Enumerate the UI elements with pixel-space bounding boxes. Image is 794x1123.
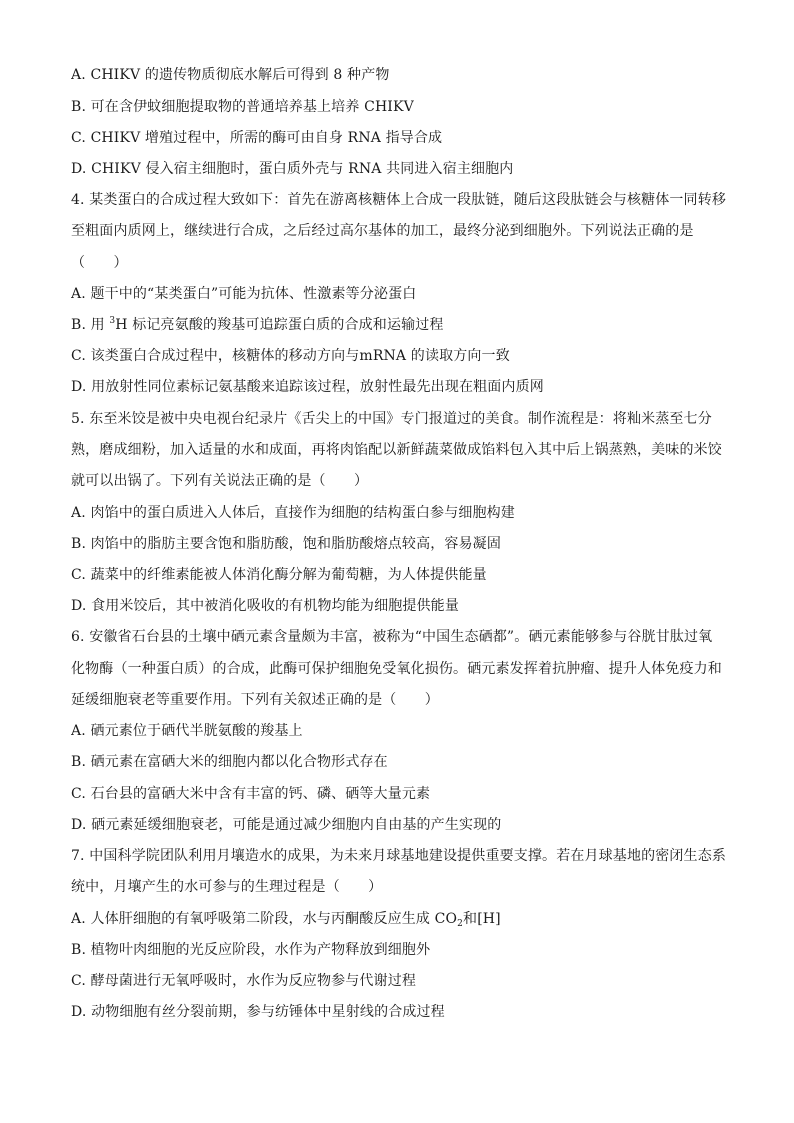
q3-option-c: C. CHIKV 增殖过程中，所需的酶可由自身 RNA 指导合成 [71, 130, 443, 146]
q4-option-b-prefix: B. 用 [71, 317, 110, 333]
q3-option-a: A. CHIKV 的遗传物质彻底水解后可得到 8 种产物 [71, 67, 390, 83]
q6-stem-line-1: 6. 安徽省石台县的土壤中硒元素含量颇为丰富，被称为“中国生态硒都”。硒元素能够参与谷胱甘肽过氧 [71, 629, 713, 645]
q3-option-d: D. CHIKV 侵入宿主细胞时，蛋白质外壳与 RNA 共同进入宿主细胞内 [71, 161, 514, 177]
q7-option-a-prefix: A. 人体肝细胞的有氧呼吸第二阶段，水与丙酮酸反应生成 CO [71, 911, 458, 927]
q7-option-a [71, 909, 731, 929]
q5-stem-line-1: 5. 东至米饺是被中央电视台纪录片《舌尖上的中国》专门报道过的美食。制作流程是：将籼米蒸至七分 [71, 411, 712, 427]
q6-stem-line-2: 化物酶（一种蛋白质）的合成，此酶可保护细胞免受氧化损伤。硒元素发挥着抗肿瘤、提升人体免疫力和 [71, 661, 722, 677]
q4-option-b [71, 315, 731, 335]
q7-option-a-subscript: 2 [457, 919, 464, 929]
q6-option-b: B. 硒元素在富硒大米的细胞内都以化合物形式存在 [71, 754, 388, 770]
q5-option-c: C. 蔬菜中的纤维素能被人体消化酶分解为葡萄糖，为人体提供能量 [71, 567, 487, 583]
q4-stem-line-2: 至粗面内质网上，继续进行合成，之后经过高尔基体的加工，最终分泌到细胞外。下列说法正确的是 [71, 223, 694, 239]
q6-option-d: D. 硒元素延缓细胞衰老，可能是通过减少细胞内自由基的产生实现的 [71, 817, 502, 833]
q6-option-c: C. 石台县的富硒大米中含有丰富的钙、磷、硒等大量元素 [71, 786, 431, 802]
q6-stem-line-3: 延缓细胞衰老等重要作用。下列有关叙述正确的是（ ） [71, 692, 439, 708]
q4-stem-line-1: 4. 某类蛋白的合成过程大致如下：首先在游离核糖体上合成一段肽链，随后这段肽链会与核糖体一同转移 [71, 192, 727, 208]
q4-option-a: A. 题干中的“某类蛋白”可能为抗体、性激素等分泌蛋白 [71, 286, 417, 302]
q6-option-a: A. 硒元素位于硒代半胱氨酸的羧基上 [71, 723, 303, 739]
q4-option-d: D. 用放射性同位素标记氨基酸来追踪该过程，放射性最先出现在粗面内质网 [71, 379, 544, 395]
q5-option-a: A. 肉馅中的蛋白质进入人体后，直接作为细胞的结构蛋白参与细胞构建 [71, 505, 515, 521]
q4-option-b-superscript: 3 [109, 316, 116, 326]
q7-stem-line-1: 7. 中国科学院团队利用月壤造水的成果，为未来月球基地建设提供重要支撑。若在月球基地的密闭生态系 [71, 848, 727, 864]
q3-option-b: B. 可在含伊蚊细胞提取物的普通培养基上培养 CHIKV [71, 99, 414, 115]
q5-option-b: B. 肉馅中的脂肪主要含饱和脂肪酸，饱和脂肪酸熔点较高，容易凝固 [71, 536, 501, 552]
q4-stem-line-3: （ ） [71, 255, 128, 271]
q5-stem-line-2: 熟，磨成细粉，加入适量的水和成面，再将肉馅配以新鲜蔬菜做成馅料包入其中后上锅蒸熟，美味的米饺 [71, 442, 722, 458]
q7-stem-line-2: 统中，月壤产生的水可参与的生理过程是（ ） [71, 879, 383, 895]
q7-option-a-suffix: 和[H] [463, 911, 501, 927]
q4-option-b-text: H 标记亮氨酸的羧基可追踪蛋白质的合成和运输过程 [115, 317, 444, 333]
q7-option-b: B. 植物叶肉细胞的光反应阶段，水作为产物释放到细胞外 [71, 942, 431, 958]
q4-option-c: C. 该类蛋白合成过程中，核糖体的移动方向与mRNA 的读取方向一致 [71, 348, 510, 364]
q7-option-d: D. 动物细胞有丝分裂前期，参与纺锤体中星射线的合成过程 [71, 1004, 445, 1020]
q5-stem-line-3: 就可以出锅了。下列有关说法正确的是（ ） [71, 473, 369, 489]
q5-option-d: D. 食用米饺后，其中被消化吸收的有机物均能为细胞提供能量 [71, 598, 459, 614]
q7-option-c: C. 酵母菌进行无氧呼吸时，水作为反应物参与代谢过程 [71, 973, 417, 989]
